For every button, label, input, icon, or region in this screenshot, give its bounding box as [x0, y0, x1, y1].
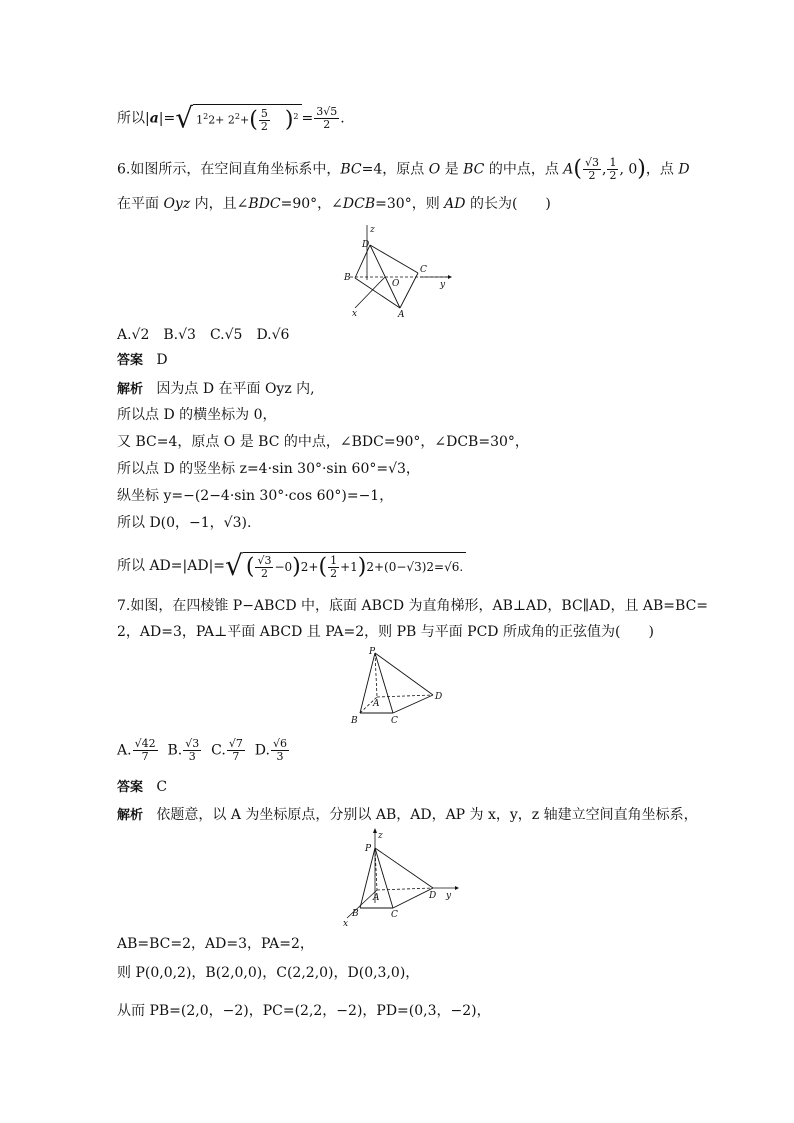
q6-step3: 又 BC=4，原点 O 是 BC 的中点，∠BDC=90°，∠DCB=30°， — [117, 434, 529, 450]
analysis-label: 解析 — [117, 382, 144, 397]
q6-step4: 所以点 D 的竖坐标 z=4·sin 30°·sin 60°=√3， — [117, 461, 420, 477]
fig-label-x: x — [352, 309, 358, 319]
exponent: 2 — [293, 112, 299, 121]
option-d-label: D. — [254, 742, 270, 759]
frac-num: 5 — [260, 107, 268, 121]
q7-figure-coordinates — [335, 828, 465, 928]
term2-rest: +1 — [340, 560, 358, 574]
q6-text-b: =4，原点 — [361, 161, 429, 178]
q6-step5: 纵坐标 y=−(2−4·sin 30°·cos 60°)=−1， — [117, 488, 394, 504]
frac-den: 2 — [260, 120, 268, 134]
term-one: 1 — [196, 113, 204, 127]
q7-analysis-line — [117, 805, 698, 826]
fig-label-a: A — [398, 310, 405, 320]
option-a-label: A. — [117, 742, 132, 759]
q6-oyz: Oyz — [163, 196, 191, 212]
text-eq2: = — [301, 110, 314, 127]
q6-radical: √ ( $\frac{√3}{2}$ −0)2+( $\frac{1}{2}$ +1)2+(0−√3)2=√6. — [225, 552, 466, 580]
option-d-num: √6 — [272, 737, 287, 750]
q6-coord2-den: 2 — [609, 169, 617, 182]
period: . — [340, 110, 345, 127]
option-b-num: √3 — [185, 737, 200, 750]
fig2-label-x: x — [343, 919, 349, 928]
option-b-label: B. — [167, 742, 183, 759]
q7-step3: 则 P(0,0,2)，B(2,0,0)，C(2,2,0)，D(0,3,0)， — [117, 965, 420, 981]
q6-step6: 所以 D(0，−1，√3). — [117, 515, 252, 531]
option-c-num: √7 — [228, 737, 243, 750]
frac2-den: 2 — [330, 567, 338, 580]
q7-step2: AB=BC=2，AD=3，PA=2， — [117, 936, 314, 952]
fig2-label-c: C — [391, 910, 398, 920]
q6-point-d: D — [678, 161, 690, 178]
q7-options — [117, 738, 290, 763]
q6-text-j: 的长为( ) — [465, 196, 551, 212]
q6-bdc: BDC — [248, 196, 281, 212]
fig-label-y: y — [440, 280, 446, 290]
option-c-den: 7 — [232, 750, 240, 763]
fig1-label-a: A — [373, 699, 380, 709]
frac1-num: √3 — [257, 554, 272, 567]
q7-line2: 2，AD=3，PA⊥平面 ABCD 且 PA=2，则 PB 与平面 PCD 所成角的正弦值为( ) — [117, 624, 654, 640]
fig-label-b: B — [344, 273, 351, 283]
term3: 2+(0−√3)2=√6. — [366, 560, 464, 574]
magnitude-result-line — [117, 101, 345, 135]
q6-text-f: 在平面 — [117, 196, 164, 212]
vector-a: a — [149, 110, 159, 127]
q6-bc: BC — [340, 161, 362, 178]
q6-coord1-num: √3 — [585, 156, 600, 169]
term1-rest: −0 — [274, 560, 293, 574]
result-num: 3√5 — [316, 105, 338, 119]
answer-label: 答案 — [117, 353, 144, 368]
fig-label-d: D — [362, 240, 370, 250]
answer-value: D — [156, 352, 168, 368]
radical-expression: √ $1^22+ 2^2+$( $\frac{5}{2}$ )$^2$ — [175, 104, 301, 133]
q6-bc2: BC — [463, 161, 485, 178]
answer-label: 答案 — [117, 780, 144, 795]
option-a-den: 7 — [141, 750, 149, 763]
fig2-label-z: z — [378, 831, 383, 841]
q6-text-a: 6.如图所示，在空间直角坐标系中， — [117, 161, 341, 178]
fig-label-o: O — [392, 279, 400, 289]
q6-dcb: DCB — [342, 196, 376, 212]
fig1-label-p: P — [369, 647, 376, 657]
fig1-label-d: D — [435, 692, 443, 702]
option-a-num: √42 — [134, 737, 156, 750]
fig1-label-b: B — [351, 716, 358, 726]
q6-options: A.√2 B.√3 C.√5 D.√6 — [117, 327, 290, 343]
q6-text-h: =90°，∠ — [280, 196, 343, 212]
text-prefix: 所以| — [117, 110, 150, 127]
frac1-den: 2 — [260, 567, 268, 580]
q6-text-e: ，点 — [645, 161, 679, 178]
fig2-label-d: D — [429, 891, 437, 901]
answer-value: C — [156, 779, 168, 795]
term-sep: 2+ — [300, 560, 319, 574]
q6-point-a: A — [563, 161, 574, 178]
q6-text-c: 是 — [440, 161, 464, 178]
q7-step1: 依题意，以 A 为坐标原点，分别以 AB，AD，AP 为 x，y，z 轴建立空间直角坐标系， — [156, 807, 698, 823]
text-eq: |= — [158, 110, 176, 127]
fig2-label-p: P — [365, 844, 372, 854]
q7-figure-pyramid — [345, 645, 455, 727]
q6-analysis-line — [117, 379, 315, 400]
fig-label-z: z — [370, 225, 375, 235]
q7-line1: 7.如图，在四棱锥 P−ABCD 中，底面 ABCD 为直角梯形，AB⊥AD，BC∥AD，且 AB=BC= — [117, 598, 709, 614]
analysis-label: 解析 — [117, 808, 144, 823]
q6-coord2-num: 1 — [609, 156, 617, 169]
option-c-label: C. — [211, 742, 226, 759]
frac2-num: 1 — [330, 554, 338, 567]
fig2-label-y: y — [446, 891, 452, 901]
fig1-label-c: C — [391, 716, 398, 726]
q6-text-i: =30°，则 — [375, 196, 445, 212]
q6-coord1-den: 2 — [588, 169, 596, 182]
q6-coord3: 0 — [628, 161, 638, 178]
q6-step7 — [117, 549, 466, 582]
q6-ad: AD — [444, 196, 466, 212]
q7-step4: 从而 PB=(2,0，−2)，PC=(2,2，−2)，PD=(0,3，−2)， — [117, 1003, 491, 1019]
q6-o: O — [428, 161, 441, 178]
fig2-label-b: B — [352, 909, 359, 919]
q6-figure — [340, 220, 460, 320]
option-d-den: 3 — [276, 750, 284, 763]
result-den: 2 — [323, 118, 331, 132]
fig-label-c: C — [420, 265, 427, 275]
q6-answer-line — [117, 350, 168, 371]
q7-answer-line — [117, 777, 167, 798]
fig2-label-a: A — [373, 893, 380, 903]
q6-step7-prefix: 所以 AD=|AD|= — [117, 558, 226, 574]
q6-step1: 因为点 D 在平面 Oyz 内, — [156, 381, 315, 397]
option-b-den: 3 — [188, 750, 196, 763]
q6-line1: 6.如图所示，在空间直角坐标系中，BC=4，原点 O 是 BC 的中点，点 A( $\frac{√3}{2}$ , $\frac{1}{2}$ , 0)，点 D — [117, 156, 690, 182]
q6-text-d: 的中点，点 — [484, 161, 564, 178]
q6-text-g: 内，且∠ — [190, 196, 249, 212]
q6-step2: 所以点 D 的横坐标为 0， — [117, 407, 277, 423]
term-two: 2+ 2 — [208, 113, 235, 127]
q6-line2 — [117, 194, 551, 214]
